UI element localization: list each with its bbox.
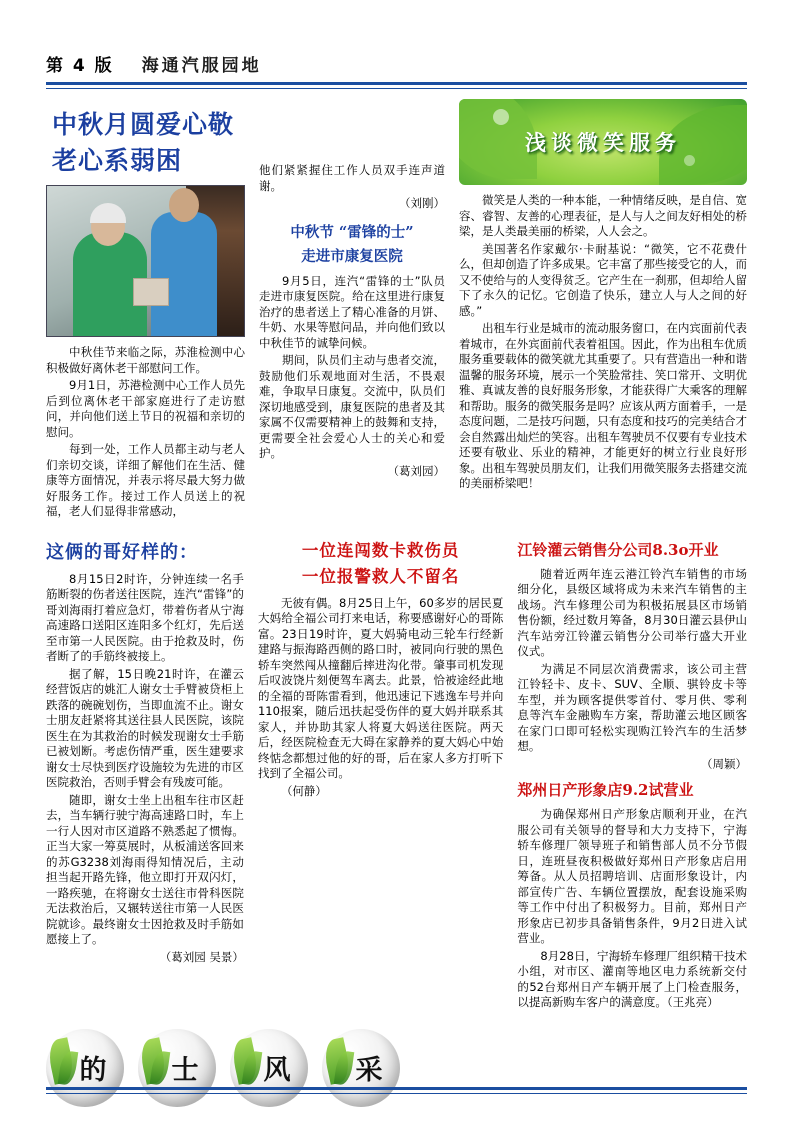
column-mid-bottom [258, 538, 503, 1013]
column-left-top [46, 99, 245, 522]
ball-char-label: 的 [79, 1055, 107, 1086]
section-bottom [46, 538, 747, 1013]
smile-paragraph: 微笑是人类的一种本能，一种情绪反映，是自信、宽容、睿智、友善的心理表征，是人与人之间友好相处的桥梁，是人类最美丽的桥梁，人人会之。 [459, 193, 747, 238]
masthead [46, 42, 747, 76]
column-left-bottom [46, 538, 244, 1013]
photo-gift-box [133, 278, 169, 306]
leifeng-byline: （葛刘园） [387, 463, 445, 478]
ball-char [46, 1029, 124, 1107]
main-byline: （刘刚） [399, 196, 445, 210]
main-headline: 中秋月圆爱心敬老心系弱困 [52, 110, 235, 175]
column-right-bottom [517, 538, 747, 1013]
zhengzhou-paragraph: 为确保郑州日产形象店顺利开业，在汽服公司有关领导的督导和大力支持下，宁海轿车修理厂领导班子和销售部人员不分节假日，连班昼夜积极做好郑州日产形象店启用筹备。从人员招聘培训、店面形象设计，内部宣传广告、车辆位置摆放，配套设施采购等工作中付出了积极努力。目前，郑州日产形象店已初步具备销售条件，9月2日进入试营业。 [517, 807, 747, 945]
masthead-title: 海通汽服园地 [141, 56, 262, 76]
page-number: 第 4 版 [46, 56, 114, 76]
section-top [46, 99, 747, 522]
two-brothers-paragraph: 据了解，15日晚21时许，在灌云经营饭店的姚汇人谢女士手臂被贷柜上跌落的碗碗划伤，当即血流不止。谢女士朋友赶紧将其送往县人民医院，该院医生在为其救治的时候发现谢女士手筋已被划断。考虑伤情严重，医生建要求谢女士尽快到医疗设施较为先进的市区医院救治，否则手臂会有残废可能。 [46, 666, 244, 789]
column-left-cont [46, 1013, 244, 1015]
zhengzhou-headline: 郑州日产形象店9.2试营业 [517, 781, 694, 799]
two-brothers-paragraph: 随即，谢女士坐上出租车往市区赶去，当车辆行驶宁海高速路口时，车上一行人因对市区道路不熟悉起了惯悔。正当大家一筹莫展时，从板浦送客回来的苏G3238刘海雨得知情况后，主动担当起开路先锋，他立即打开双闪灯，一路疾驰，在将谢女士送往市骨科医院无法救治后，又辗转送往市第一人民医院就诊。最终谢女士因抢救及时手筋如愿接上了。 [46, 792, 244, 946]
page-body [46, 99, 747, 1107]
photo-head-staff [169, 188, 199, 222]
column-mid-cont [258, 1013, 503, 1015]
rescue-paragraph: （何静） [280, 783, 327, 798]
section-bottom-continued [46, 1013, 747, 1015]
leifeng-paragraph: 期间，队员们主动与患者交流，鼓励他们乐观地面对生活，不畏艰难，争取早日康复。交流中，队员们深切地感受到，康复医院的患者及其家属不仅需要精神上的鼓舞和支持，更需要全社会爱心人士的关心和爱护。 [259, 353, 445, 460]
photo-person-staff [151, 212, 217, 336]
rescue-headline-line1: 一位连闯数卡救伤员 [301, 540, 460, 560]
jiangling-byline: （周颖） [701, 756, 747, 771]
rescue-paragraph: 无彼有偶。8月25日上午，60多岁的居民夏大妈给全福公司打来电话，称要感谢好心的哥陈富。23日19时许，夏大妈骑电动三轮车行经新建路与振海路西侧的路口时，被同向行驶的黑色轿车突然闯从撞翻后摔进沟化带。肇事司机发现后叹波饶片刻便驾车离去。此景，恰被途经此地的全福的哥陈雷看到，他迅速记下逃逸车号并向110报案，随后迅扶起受伤伴的夏大妈并联系其家人，并协助其家人将夏大妈送往医院。两天后，经医院检查无大碍在家静养的夏大妈心中始终惦念都想过他的好的哥，后在家人多方打听下找到了全福公司。 [257, 595, 504, 780]
news-photo [46, 185, 245, 337]
leifeng-headline-line2: 走进市康复医院 [301, 247, 403, 265]
ball-char [138, 1029, 216, 1107]
zhengzhou-paragraph: 8月28日，宁海轿车修理厂组织精干技术小组，对市区、灌南等地区电力系统新交付的52台郑州日产车辆开展了上门检查服务，以提高新购车客户的满意度。（王兆亮） [517, 948, 747, 1009]
column-right-cont [517, 1013, 747, 1015]
masthead-divider [46, 82, 747, 89]
two-brothers-paragraph: 8月15日2时许，分钟连续一名手筋断裂的伤者送往医院，连汽“雷锋”的哥刘海雨打着应急灯，带着伤者从宁海高速路口送阳区连阳多个红灯，先后送至市第一人民医院。由于抢救及时，伤者断了的手筋终被接上。 [46, 571, 244, 663]
jiangling-paragraph: 随着近两年连云港江铃汽车销售的市场细分化，县级区域将成为未来汽车销售的主战场。汽车修理公司为积极拓展县区市场销售份额，经过数月筹备，8月30日灌云县伊山汽车站旁江铃灌云销售分公司举行盛大开业仪式。 [517, 566, 747, 658]
footer-divider [46, 1087, 747, 1094]
decorative-ball-row [46, 1029, 747, 1107]
rescue-headline-line2: 一位报警救人不留名 [301, 566, 460, 586]
two-brothers-byline: （葛刘园 吴景） [159, 949, 244, 964]
main-paragraph: 每到一处，工作人员都主动与老人们亲切交谈，详细了解他们在生活、健康等方面情况，并表示将尽最大努力做好服务工作。接过工作人员送上的祝福，老人们显得非常感动， [46, 442, 245, 518]
column-right-top [459, 99, 747, 522]
ball-char-label: 采 [355, 1055, 383, 1086]
banner-title: 浅谈微笑服务 [525, 130, 681, 155]
ball-char-label: 风 [263, 1055, 291, 1086]
main-paragraph: 9月1日，苏港检测中心工作人员先后到位离休老干部家庭进行了走访慰问，并向他们送上节日的祝福和亲切的慰问。 [46, 378, 245, 439]
leifeng-paragraph: 9月5日，连汽“雷锋的士”队员走进市康复医院。给在这里进行康复治疗的患者送上了精心准备的月饼、牛奶、水果等慰问品，并向他们致以中秋佳节的诚挚问候。 [259, 273, 445, 350]
two-brothers-headline: 这俩的哥好样的： [46, 541, 198, 563]
ball-char-label: 士 [171, 1055, 199, 1086]
column-mid-top [259, 99, 445, 522]
bubble-decor [493, 109, 509, 125]
smile-paragraph: 出租车行业是城市的流动服务窗口，在内宾面前代表着城市，在外宾面前代表着祖国。因此，作为出租车优质服务重要载体的微笑就尤其重要了。只有营造出一种和谐温馨的服务环境，展示一个笑脸常挂、笑口常开、文明优雅、真诚友善的良好服务形象，才能获得广大乘客的理解和帮助。服务的微笑服务是吗？应该从两方面着手，一是态度问题，二是技巧问题，只有态度和技巧的完美结合才会自然露出灿烂的笑容。出租车驾驶员不仅要有专业技术还要有敬业、乐业的精神，才能更好的树立行业良好形象。出租车驾驶员朋友们，让我们用微笑服务去搭建交流的美丽桥梁吧！ [459, 321, 747, 490]
leifeng-headline-line1: 中秋节 “雷锋的士” [290, 223, 414, 241]
smile-service-banner [459, 99, 747, 185]
jiangling-paragraph: 为满足不同层次消费需求，该公司主营江铃轻卡、皮卡、SUV、全顺、骐铃皮卡等车型，并为顾客提供零首付、零月供、零利息等汽车金融购车方案，帮助灌云地区顾客在家门口即可轻松实现购江铃汽车的生活梦想。 [517, 661, 747, 753]
main-paragraph-cont: 他们紧紧握住工作人员双手连声道谢。 [259, 163, 445, 193]
jiangling-headline: 江铃灌云销售分公司8.3o开业 [517, 540, 719, 559]
ball-char [230, 1029, 308, 1107]
smile-paragraph: 美国著名作家戴尔·卡耐基说：“微笑，它不花费什么，但却创造了许多成果。它丰富了那些接受它的人，而又不使给与的人变得贫乏。它产生在一刹那，但却给人留下了永久的记忆。它创造了快乐，建立人与人之间的好感。” [459, 241, 747, 318]
main-paragraph: 中秋佳节来临之际，苏淮检测中心积极做好离休老干部慰问工作。 [46, 345, 245, 375]
ball-char [322, 1029, 400, 1107]
